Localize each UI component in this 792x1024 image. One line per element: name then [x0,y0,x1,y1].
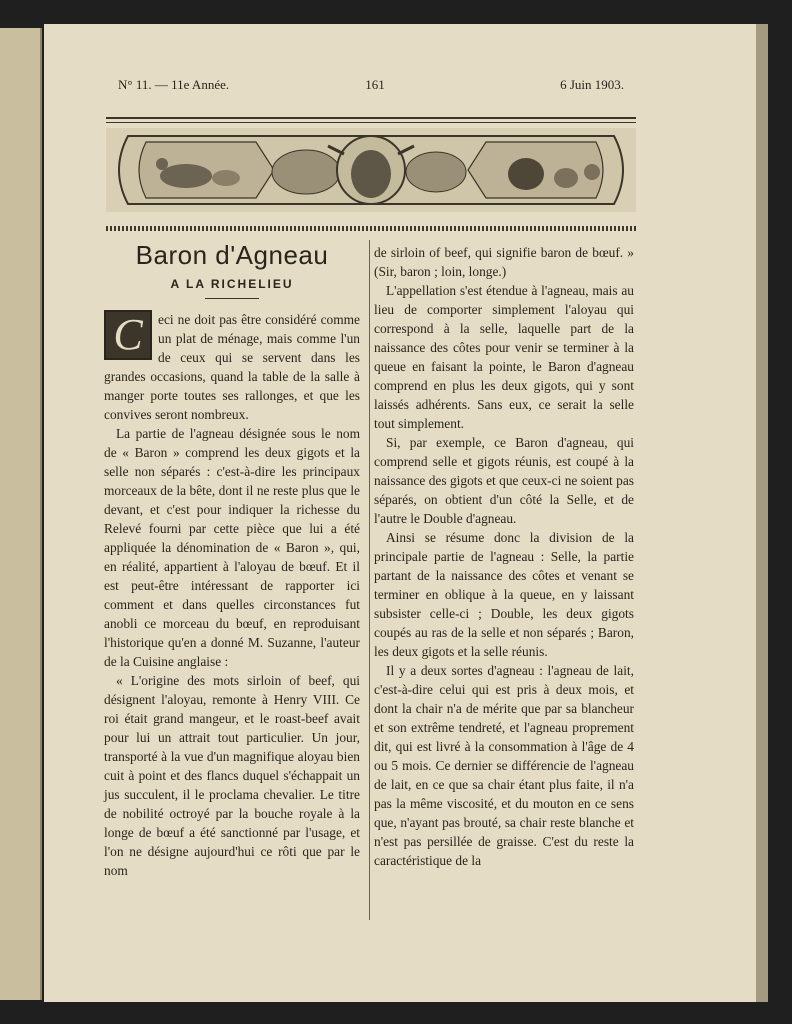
article-title: Baron d'Agneau [135,240,329,270]
header-rule-thin [106,122,636,123]
paragraph: Il y a deux sortes d'agneau : l'agneau de lait, c'est-à-dire celui qui est pris à deux mois, et dont la chair n'a de mérite que par sa blancheur et son extrême tendreté, et l'agneau proprement dit, qui est livré à la consommation à l'âge de 4 ou 5 mois. Ce dernier se différencie de l'agneau de lait, en ce que sa chair étant plus faite, il n'a pas la même viscosité, et du mouton en ce sens que, n'ayant pas brouté, sa chair reste blanche et n'est pas persillée de graisse. C'est du reste la caractéristique de la [374,663,634,868]
farm-animals-engraving-icon [106,128,636,212]
paragraph: La partie de l'agneau désignée sous le nom de « Baron » comprend les deux gigots et la selle non séparés : c'est-à-dire les principaux morceaux de la bête, dont il ne reste plus que le devant, et c'est pour indiquer la richesse du Relevé fourni par cette pièce que lui a été appliquée la dénomination de « Baron », qui, en réalité, appartient à l'aloyau de bœuf. Et il est peut-être intéressant de rapporter ici comment et dans quelles circonstances fut anobli ce morceau du bœuf, en reproduisant l'historique qu'en a donné M. Suzanne, l'auteur de la Cuisine anglaise : [104,426,360,669]
paragraph: de sirloin of beef, qui signifie baron de bœuf. » (Sir, baron ; loin, longe.) [374,245,634,279]
paragraph: « L'origine des mots sirloin of beef, qui désignent l'aloyau, remonte à Henry VIII. Ce roi était grand mangeur, et le roast-beef avait pour lui un attrait tout particulier. Un jour, transporté à la vue d'un magnifique aloyau bien cuit à point et des flancs duquel s'échappait un jus succulent, il le proclama chevalier. Le titre de nobilité octroyé par la bouche royale à la longe de bœuf a été sanctionné par l'usage, et l'on ne désigne aujourd'hui ce rôti que par le nom [104,673,360,878]
page-number: 161 [365,77,385,92]
right-column [374,243,634,870]
header-rule [106,117,636,119]
paragraph: Ainsi se résume donc la division de la principale partie de l'agneau : Selle, la partie partant de la naissance des côtes et venant se terminer en oblique à la queue, en y laissant subsister celle-ci ; Double, les deux gigots coupés au ras de la selle et non séparés ; Baron, les deux gigots et la selle réunis. [374,530,634,659]
title-rule [205,298,259,299]
left-column [104,310,360,880]
column-divider [369,240,370,920]
dropcap-initial: C [104,310,152,360]
decorative-border [106,226,636,231]
paragraph: L'appellation s'est étendue à l'agneau, mais au lieu de comporter simplement l'aloyau qui correspond à la selle, laquelle part de la naissance des côtes pour venir se terminer à la queue en faisant la pointe, le Baron d'agneau comprend en plus les deux gigots, qui y sont laissés adhérents. Sans eux, ce serait la selle tout simplement. [374,283,634,431]
issue-date: 6 Juin 1903. [560,77,624,92]
paragraph: eci ne doit pas être considéré comme un plat de ménage, mais comme l'un de ceux qui se servent dans les grandes occasions, quand la table de la salle à manger porte toutes ses rallonges, et que les convives seront nombreux. [104,312,360,422]
page-stack-edge [756,24,768,1002]
paragraph: Si, par exemple, ce Baron d'agneau, qui comprend selle et gigots réunis, est coupé à la naissance des gigots et que ceux-ci ne soient pas séparés, on obtient d'un côté la Selle, et de l'autre le Double d'agneau. [374,435,634,526]
previous-page-edge [0,28,42,1000]
issue-number: N° 11. — 11e Année. [118,77,230,92]
article-subtitle: A LA RICHELIEU [170,277,294,291]
